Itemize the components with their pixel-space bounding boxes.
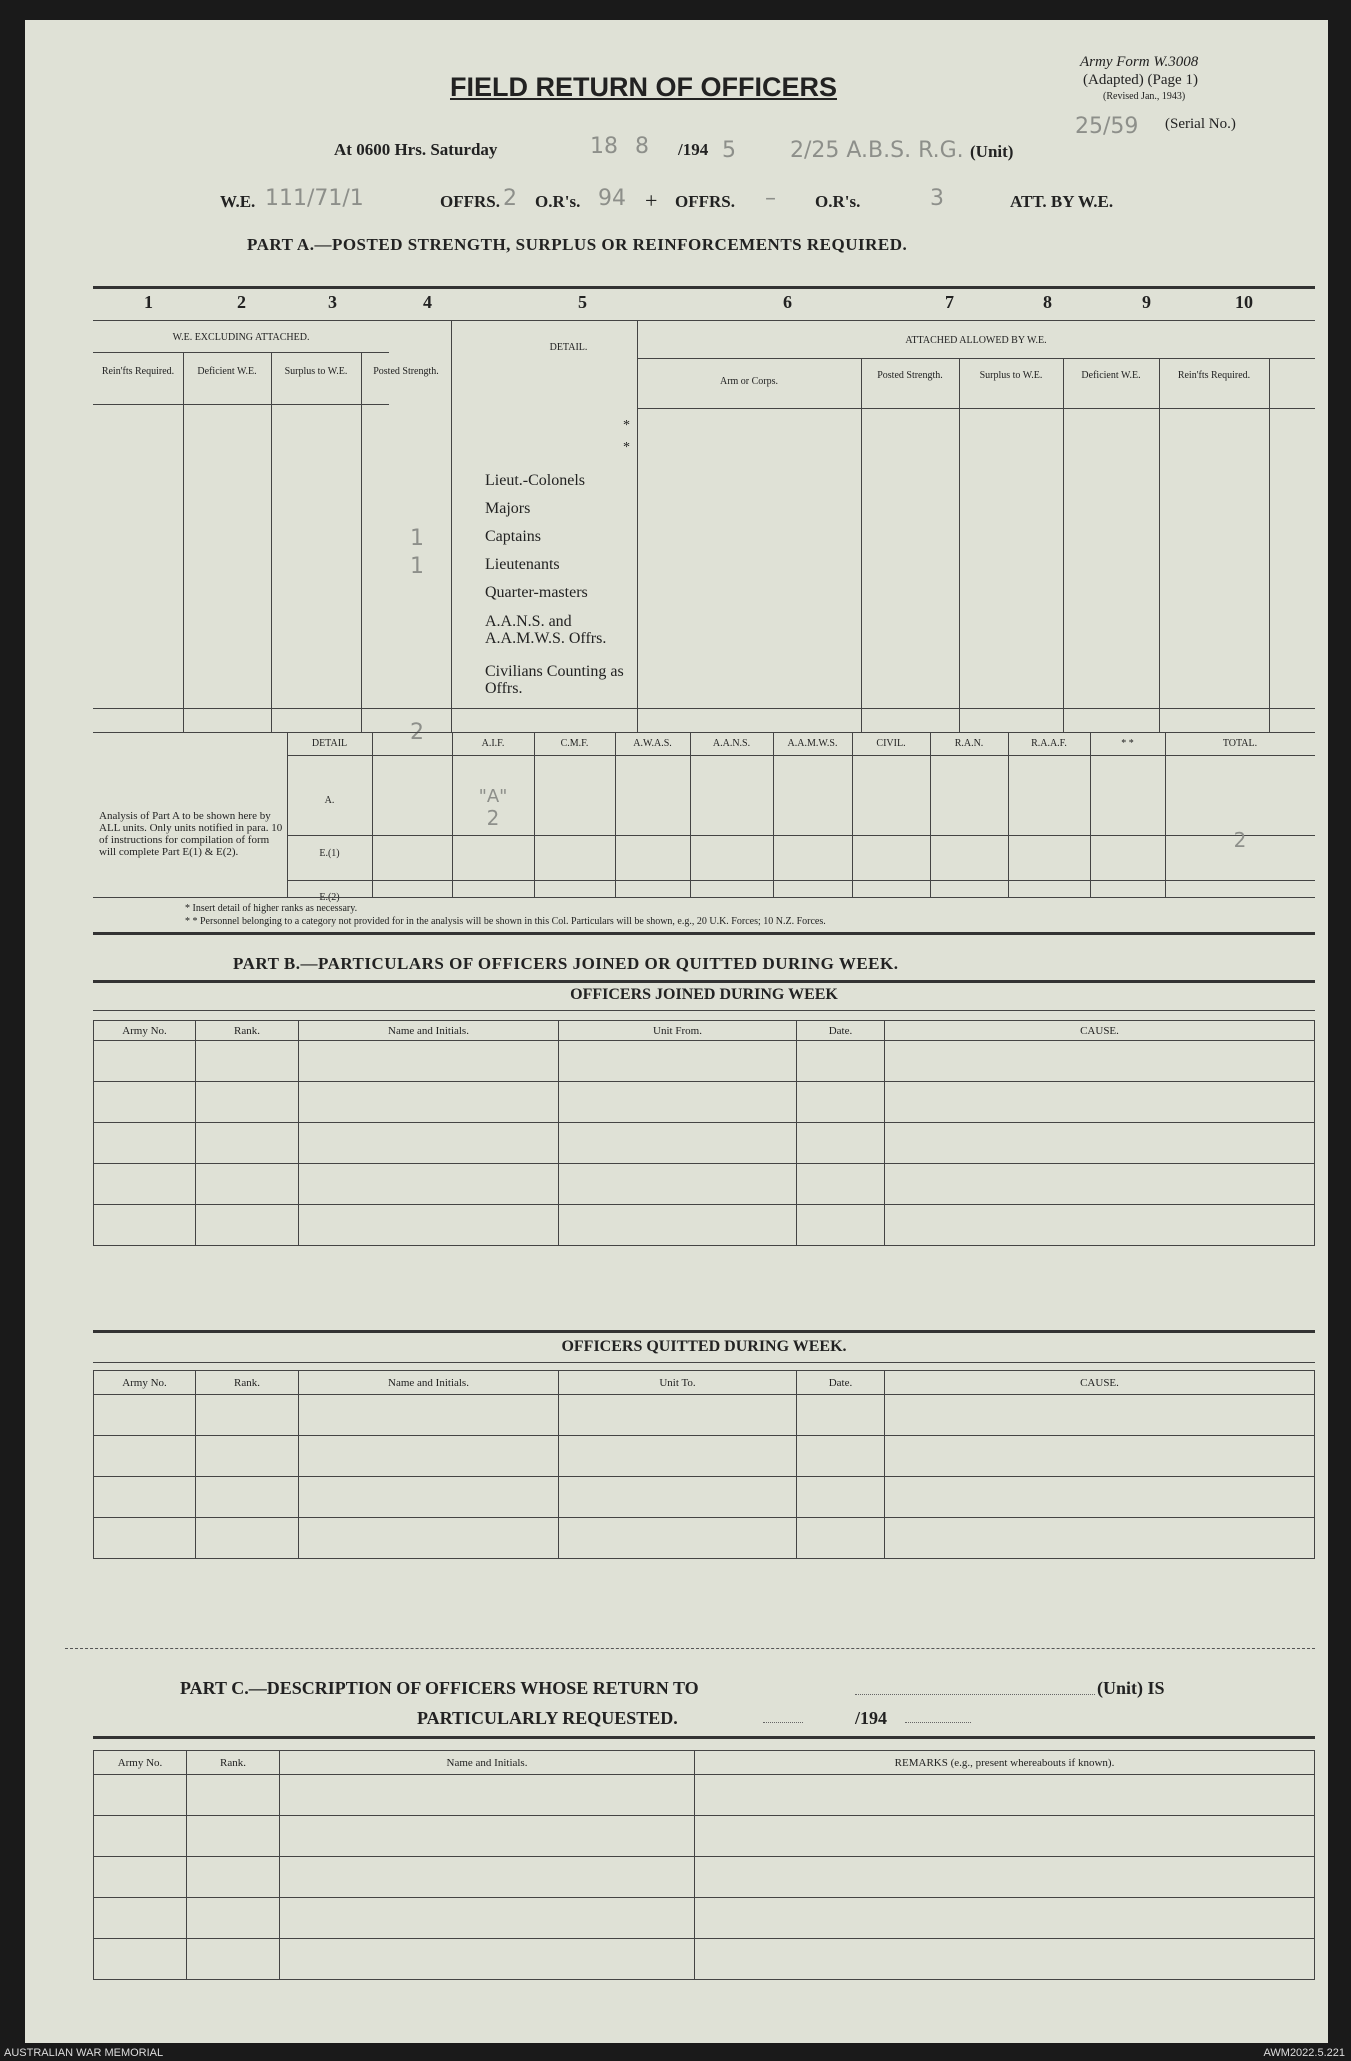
table-row (94, 1775, 1315, 1816)
col-head: REMARKS (e.g., present whereabouts if known). (695, 1751, 1315, 1775)
col-head: Arm or Corps. (719, 376, 779, 387)
posted-captains: 1 (410, 526, 424, 551)
col-number: 6 (783, 292, 792, 312)
col-head: Deficient W.E. (197, 366, 257, 377)
star-mark: * (623, 440, 630, 455)
rule (93, 1362, 1315, 1363)
form-id-line3: (Revised Jan., 1943) (1103, 91, 1186, 102)
col-number: 3 (328, 292, 337, 312)
part-a-title: PART A.—POSTED STRENGTH, SURPLUS OR REINFORCEMENTS REQUIRED. (247, 235, 908, 254)
table-row (94, 1816, 1315, 1857)
col-head: Name and Initials. (280, 1751, 695, 1775)
col-number: 7 (945, 292, 954, 312)
we-label: W.E. (220, 192, 256, 211)
footer-credit: AUSTRALIAN WAR MEMORIAL (4, 2047, 164, 2059)
unit-value: 2/25 A.B.S. R.G. (790, 138, 964, 163)
rank-label: A.A.N.S. and A.A.M.W.S. Offrs. (485, 613, 607, 647)
col-head: Unit To. (559, 1371, 797, 1395)
part-c-table (93, 1750, 1315, 1980)
col-head: Name and Initials. (299, 1021, 559, 1041)
col-head: Date. (797, 1371, 885, 1395)
rule (93, 1736, 1315, 1739)
date-day: 18 (590, 134, 618, 159)
col-number: 4 (423, 292, 432, 312)
col-head: CAUSE. (885, 1371, 1315, 1395)
col-head: Date. (797, 1021, 885, 1041)
we-value: 111/71/1 (265, 186, 364, 211)
rule (637, 408, 1315, 409)
table-row (94, 1939, 1315, 1980)
ors2-label: O.R's. (815, 192, 861, 211)
column-numbers (93, 292, 1315, 320)
rule (93, 897, 1315, 898)
date-year-prefix: /194 (678, 140, 709, 159)
col-number: 1 (144, 292, 153, 312)
quitted-table (93, 1370, 1315, 1559)
col-head: Rank. (187, 1751, 280, 1775)
attached-allowed-header: ATTACHED ALLOWED BY W.E. (905, 335, 1047, 346)
table-header-row (94, 1021, 1315, 1041)
col-head: Army No. (94, 1371, 196, 1395)
col-number: 8 (1043, 292, 1052, 312)
col-head: Name and Initials. (299, 1371, 559, 1395)
form-id-line2: (Adapted) (Page 1) (1083, 72, 1198, 88)
rule (287, 835, 1315, 836)
offrs2-value: – (765, 186, 776, 211)
detail-header: DETAIL. (549, 342, 588, 353)
rule (93, 286, 1315, 289)
table-row (94, 1857, 1315, 1898)
col-number: 9 (1142, 292, 1151, 312)
analysis-head: * * (1121, 738, 1134, 749)
table-row (94, 1082, 1315, 1123)
table-row (94, 1436, 1315, 1477)
rule (93, 352, 389, 353)
part-b-title: PART B.—PARTICULARS OF OFFICERS JOINED OR QUITTED DURING WEEK. (233, 954, 899, 973)
analysis-head: CIVIL. (876, 738, 906, 749)
offrs-label: OFFRS. (440, 192, 500, 211)
quitted-title: OFFICERS QUITTED DURING WEEK. (561, 1338, 847, 1355)
analysis-head: TOTAL. (1222, 738, 1258, 749)
col-head: Posted Strength. (877, 370, 943, 381)
col-number: 10 (1235, 292, 1253, 312)
rank-label: Majors (485, 500, 531, 517)
ors-value: 94 (598, 186, 626, 211)
total-value: 2 (1233, 828, 1247, 852)
ors2-value: 3 (930, 186, 944, 211)
analysis-row-label: E.(2) (319, 892, 340, 903)
part-c-unit-label: (Unit) IS (1097, 1678, 1165, 1698)
rank-label: Quarter-masters (485, 584, 588, 601)
joined-title: OFFICERS JOINED DURING WEEK (570, 986, 838, 1003)
col-head: Deficient W.E. (1081, 370, 1141, 381)
footnote-1: * Insert detail of higher ranks as necessary. (185, 903, 358, 914)
return-time-label: At 0600 Hrs. Saturday (334, 140, 498, 159)
col-head: Rank. (196, 1371, 299, 1395)
date-year-digit: 5 (722, 138, 736, 163)
table-row (94, 1164, 1315, 1205)
analysis-head: DETAIL (311, 738, 348, 749)
rule (287, 880, 1315, 881)
form-page (25, 20, 1328, 2043)
rule (287, 755, 1315, 756)
star-mark: * (623, 418, 630, 433)
rank-label: Captains (485, 528, 541, 545)
date-month: 8 (635, 134, 649, 159)
form-id-line1: Army Form W.3008 (1080, 54, 1199, 70)
we-excluding-header: W.E. EXCLUDING ATTACHED. (172, 332, 310, 343)
col-head: Posted Strength. (373, 366, 439, 377)
col-head: Rein'fts Required. (101, 366, 175, 377)
offrs2-label: OFFRS. (675, 192, 735, 211)
rank-label: Lieut.-Colonels (485, 472, 585, 489)
plus-sign: + (645, 188, 658, 213)
aif-value: 2 (486, 806, 500, 830)
col-head: Surplus to W.E. (284, 366, 348, 377)
analysis-head: A.A.N.S. (712, 738, 751, 749)
table-row (94, 1123, 1315, 1164)
posted-lieutenants: 1 (410, 554, 424, 579)
analysis-head: A.A.M.W.S. (787, 738, 838, 749)
rule (93, 932, 1315, 935)
rule (93, 320, 1315, 321)
table-row (94, 1041, 1315, 1082)
rule (93, 1010, 1315, 1011)
analysis-head: C.M.F. (560, 738, 589, 749)
cut-line (65, 1648, 1315, 1649)
col-head: Surplus to W.E. (979, 370, 1043, 381)
analysis-head: A.I.F. (481, 738, 505, 749)
rule (93, 404, 389, 405)
serial-value: 25/59 (1075, 114, 1139, 139)
part-c-requested: PARTICULARLY REQUESTED. (417, 1708, 678, 1728)
att-label: ATT. BY W.E. (1010, 192, 1114, 211)
table-row (94, 1395, 1315, 1436)
table-row (94, 1898, 1315, 1939)
rank-label: Lieutenants (485, 556, 560, 573)
table-row (94, 1477, 1315, 1518)
analysis-head: R.A.A.F. (1031, 738, 1067, 749)
joined-table (93, 1020, 1315, 1246)
footnote-2: * * Personnel belonging to a category not provided for in the analysis will be shown in this Col. Particulars will be shown, e.g., 20 U.K. Forces; 10 N.Z. Forces. (185, 916, 826, 927)
footer-accession: AWM2022.5.221 (1263, 2047, 1345, 2059)
col-head: Rank. (196, 1021, 299, 1041)
analysis-note: Analysis of Part A to be shown here by ALL units. Only units notified in para. 10 of instructions for compilation of form will complete Part E(1) & E(2). (99, 810, 283, 858)
table-header-row (94, 1751, 1315, 1775)
date-blank (763, 1722, 803, 1723)
analysis-row-label: E.(1) (319, 848, 340, 859)
offrs-value: 2 (503, 186, 517, 211)
ors-label: O.R's. (535, 192, 581, 211)
unit-label: (Unit) (970, 142, 1014, 161)
col-head: CAUSE. (885, 1021, 1315, 1041)
rule (93, 980, 1315, 983)
part-c-title: PART C.—DESCRIPTION OF OFFICERS WHOSE RETURN TO (180, 1678, 699, 1698)
col-head: Unit From. (559, 1021, 797, 1041)
table-header-row (94, 1371, 1315, 1395)
analysis-row-label: A. (324, 795, 335, 806)
analysis-head: R.A.N. (954, 738, 984, 749)
rank-label: Civilians Counting as Offrs. (485, 663, 624, 697)
col-number: 5 (578, 292, 587, 312)
rule (637, 358, 1315, 359)
aif-mark: "A" (478, 786, 508, 807)
col-number: 2 (237, 292, 246, 312)
analysis-head: A.W.A.S. (633, 738, 672, 749)
rule (93, 708, 1315, 709)
rule (93, 1330, 1315, 1333)
col-head: Army No. (94, 1751, 187, 1775)
unit-blank (855, 1694, 1095, 1695)
table-row (94, 1518, 1315, 1559)
date-blank (905, 1722, 971, 1723)
part-c-date: /194 (855, 1708, 888, 1728)
form-title: FIELD RETURN OF OFFICERS (450, 72, 837, 102)
col-head: Army No. (94, 1021, 196, 1041)
serial-label: (Serial No.) (1165, 116, 1236, 132)
rule (93, 732, 1315, 733)
col-head: Rein'fts Required. (1177, 370, 1251, 381)
table-row (94, 1205, 1315, 1246)
posted-total: 2 (410, 720, 424, 745)
